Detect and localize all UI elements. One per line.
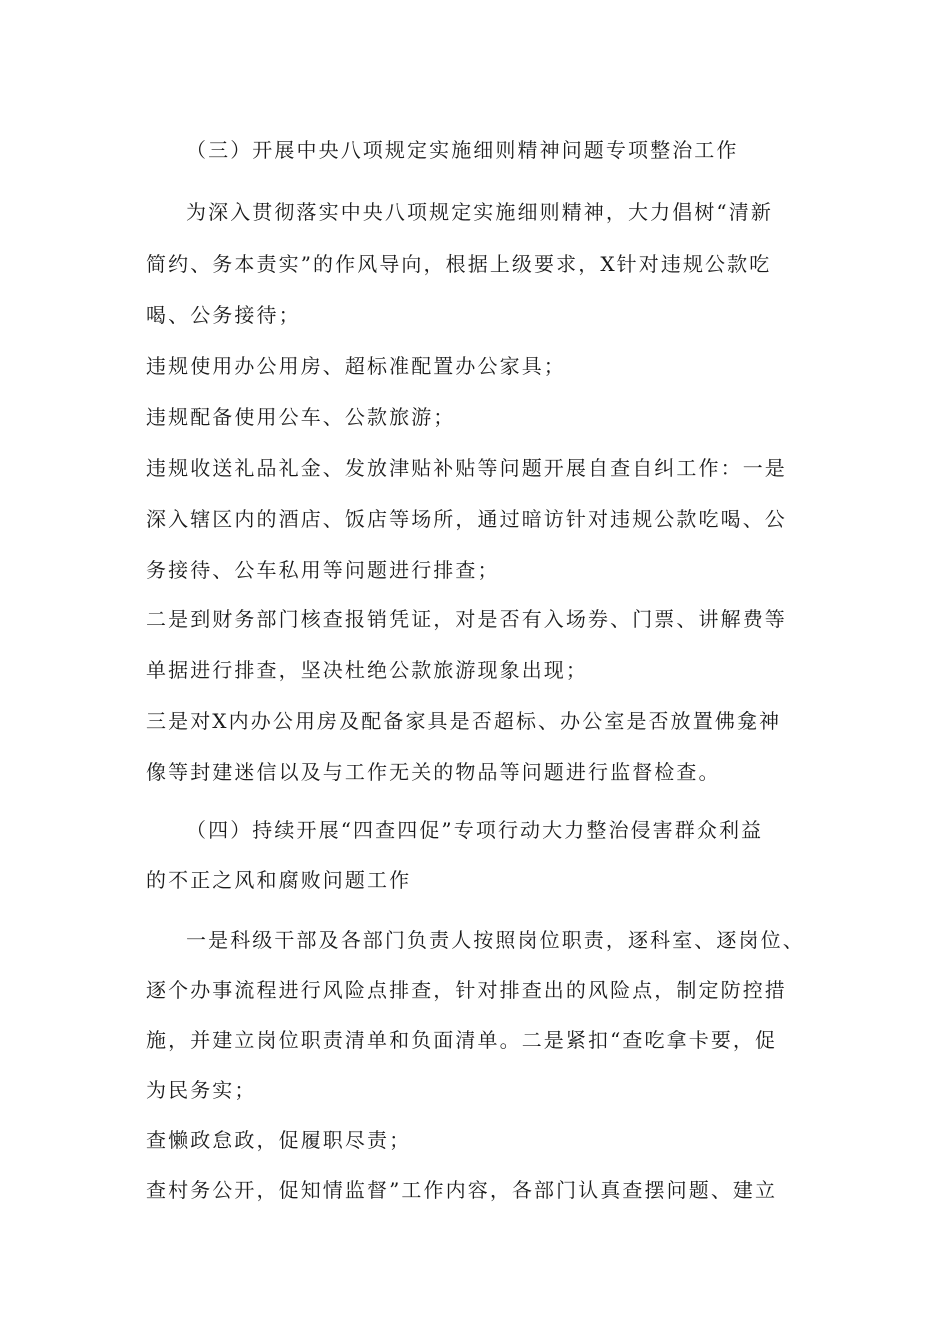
section-4-heading-line-1: （四）持续开展“四查四促”专项行动大力整治侵害群众利益 xyxy=(186,818,764,842)
section-3-paragraph-3-line-2: 单据进行排查，坚决杜绝公款旅游现象出现； xyxy=(146,658,588,682)
official-car-line: 违规配备使用公车、公款旅游； xyxy=(146,405,456,429)
section-4-paragraph-1-line-2: 逐个办事流程进行风险点排查，针对排查出的风险点，制定防控措 xyxy=(146,978,787,1002)
office-space-line: 违规使用办公用房、超标准配置办公家具； xyxy=(146,354,566,378)
village-affairs-line: 查村务公开，促知情监督”工作内容，各部门认真查摆问题、建立 xyxy=(146,1178,778,1202)
section-4-paragraph-1-line-1: 一是科级干部及各部门负责人按照岗位职责，逐科室、逐岗位、 xyxy=(186,928,805,952)
section-4-heading-line-2: 的不正之风和腐败问题工作 xyxy=(146,868,412,892)
section-3-paragraph-2-line-3: 务接待、公车私用等问题进行排查； xyxy=(146,558,500,582)
section-3-paragraph-1-line-1: 为深入贯彻落实中央八项规定实施细则精神，大力倡树“清新 xyxy=(186,200,773,224)
section-3-paragraph-3-line-1: 二是到财务部门核查报销凭证，对是否有入场券、门票、讲解费等 xyxy=(146,607,787,631)
section-4-paragraph-1-line-3: 施，并建立岗位职责清单和负面清单。二是紧扣“查吃拿卡要，促 xyxy=(146,1028,778,1052)
section-4-paragraph-1-line-4: 为民务实； xyxy=(146,1078,257,1102)
lazy-governance-line: 查懒政怠政，促履职尽责； xyxy=(146,1128,412,1152)
section-3-paragraph-2-line-2: 深入辖区内的酒店、饭店等场所，通过暗访针对违规公款吃喝、公 xyxy=(146,507,787,531)
section-3-paragraph-2-line-1: 违规收送礼品礼金、发放津贴补贴等问题开展自查自纠工作：一是 xyxy=(146,456,787,480)
section-3-heading: （三）开展中央八项规定实施细则精神问题专项整治工作 xyxy=(186,138,739,162)
section-3-paragraph-4-line-1: 三是对X内办公用房及配备家具是否超标、办公室是否放置佛龛神 xyxy=(146,709,782,733)
section-3-paragraph-4-line-2: 像等封建迷信以及与工作无关的物品等问题进行监督检查。 xyxy=(146,760,721,784)
section-3-paragraph-1-line-3: 喝、公务接待； xyxy=(146,303,301,327)
section-3-paragraph-1-line-2: 简约、务本责实”的作风导向，根据上级要求，X针对违规公款吃 xyxy=(146,252,772,276)
